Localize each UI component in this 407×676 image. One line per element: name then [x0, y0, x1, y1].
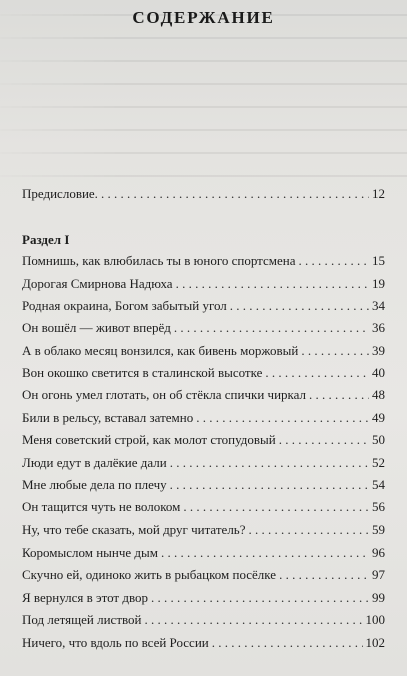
dot-leader [230, 296, 369, 316]
toc-entry-title: Скучно ей, одиноко жить в рыбацком посёлке [22, 567, 277, 582]
toc-entry-title: Помнишь, как влюбилась ты в юного спортсмена [22, 253, 296, 268]
toc-entry-title: Вон окошко светится в сталинской высотке [22, 365, 263, 380]
toc-entry-page: 52 [372, 455, 385, 470]
toc-entry-title: Коромыслом нынче дым [22, 545, 159, 560]
toc-entry-page: 12 [372, 186, 385, 201]
dot-leader [101, 184, 369, 204]
toc-entry-title: А в облако месяц вонзился, как бивень моржовый [22, 343, 299, 358]
toc-entry-title: Предисловие. [22, 186, 98, 201]
page-title: СОДЕРЖАНИЕ [132, 8, 275, 27]
toc-entry-page: 36 [372, 320, 385, 335]
dot-leader [299, 251, 370, 271]
toc-entry[interactable] [22, 453, 385, 473]
dot-leader [265, 363, 369, 383]
toc-entry[interactable] [22, 610, 385, 630]
toc-entry-title: Люди едут в далёкие дали [22, 455, 167, 470]
toc-entry[interactable] [22, 385, 385, 405]
toc-entry-page: 15 [372, 253, 385, 268]
toc-entry-page: 102 [365, 635, 385, 650]
toc-entry-page: 54 [372, 477, 385, 492]
dot-leader [249, 520, 369, 540]
toc-entry-page: 40 [372, 365, 385, 380]
toc-entry[interactable] [22, 543, 385, 563]
toc-entry[interactable] [22, 565, 385, 585]
toc-entry-title: Ничего, что вдоль по всей России [22, 635, 209, 650]
toc-entry[interactable] [22, 588, 385, 608]
dot-leader [161, 543, 369, 563]
toc-entry-title: Он тащится чуть не волоком [22, 499, 181, 514]
toc-entry-page: 49 [372, 410, 385, 425]
toc-entry-title: Родная окраина, Богом забытый угол [22, 298, 227, 313]
toc-entry-title: Мне любые дела по плечу [22, 477, 167, 492]
toc-entry-title: Он вошёл — живот вперёд [22, 320, 171, 335]
toc-entry[interactable] [22, 318, 385, 338]
dot-leader [183, 497, 369, 517]
toc-entry-page: 39 [372, 343, 385, 358]
toc-entry-page: 100 [365, 612, 385, 627]
toc-entry-page: 96 [372, 545, 385, 560]
dot-leader [279, 565, 369, 585]
toc-entry-page: 97 [372, 567, 385, 582]
toc-entry-page: 59 [372, 522, 385, 537]
dot-leader [196, 408, 369, 428]
toc-entry-title: Били в рельсу, вставал затемно [22, 410, 194, 425]
toc-entry[interactable] [22, 408, 385, 428]
toc-entry[interactable] [22, 520, 385, 540]
section-heading: Раздел I [22, 232, 70, 247]
toc-entry[interactable] [22, 497, 385, 517]
dot-leader [301, 341, 369, 361]
toc-entry-page: 50 [372, 432, 385, 447]
toc-entry[interactable] [22, 363, 385, 383]
dot-leader [145, 610, 363, 630]
toc-entry[interactable] [22, 633, 385, 653]
toc-entry-title: Ну, что тебе сказать, мой друг читатель? [22, 522, 246, 537]
toc-entry-page: 56 [372, 499, 385, 514]
dot-leader [151, 588, 369, 608]
toc-entry[interactable] [22, 341, 385, 361]
toc-entry-page: 34 [372, 298, 385, 313]
toc-entry-title: Меня советский строй, как молот стопудовый [22, 432, 276, 447]
toc-entry[interactable] [22, 430, 385, 450]
dot-leader [174, 318, 369, 338]
toc-entry-page: 48 [372, 387, 385, 402]
toc-entry-title: Дорогая Смирнова Надюха [22, 276, 173, 291]
dot-leader [212, 633, 363, 653]
toc-entry-title: Под летящей листвой [22, 612, 142, 627]
dot-leader [176, 274, 369, 294]
toc-entry[interactable] [22, 274, 385, 294]
dot-leader [170, 475, 369, 495]
toc-entry[interactable] [22, 251, 385, 271]
toc-entry-page: 19 [372, 276, 385, 291]
toc-entry-preface[interactable] [22, 184, 385, 204]
dot-leader [170, 453, 369, 473]
dot-leader [309, 385, 369, 405]
toc-entry[interactable] [22, 296, 385, 316]
toc-entry-title: Я вернулся в этот двор [22, 590, 149, 605]
toc-entry[interactable] [22, 475, 385, 495]
toc-entry-page: 99 [372, 590, 385, 605]
toc-entry-title: Он огонь умел глотать, он об стёкла спички чиркал [22, 387, 307, 402]
dot-leader [279, 430, 369, 450]
